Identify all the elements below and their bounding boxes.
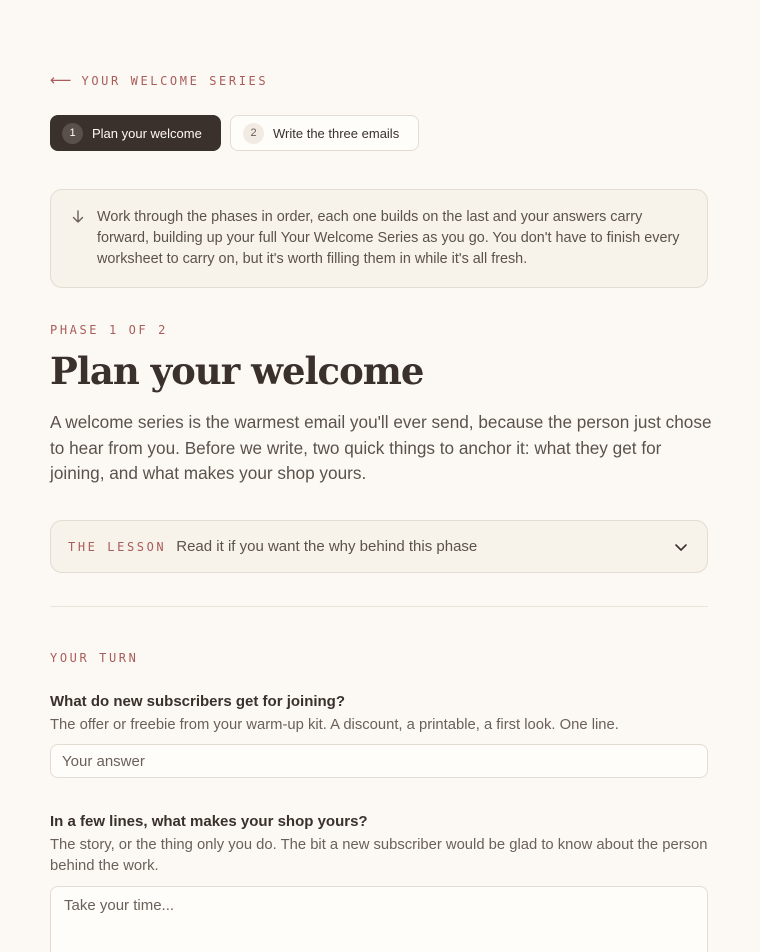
your-turn-heading: YOUR TURN xyxy=(50,651,139,665)
lesson-accordion[interactable] xyxy=(50,520,708,573)
question-1-input[interactable] xyxy=(50,744,708,778)
phase-intro: A welcome series is the warmest email you'll ever send, because the person just chose to hear from you. Before we write, two quick things to anchor it: what they get for joining, and what makes your shop yours. xyxy=(50,412,712,483)
arrow-left-icon: ⟵ xyxy=(50,71,72,89)
question-2-textarea[interactable] xyxy=(50,886,708,952)
back-link-label: YOUR WELCOME SERIES xyxy=(81,73,269,88)
page-title: Plan your welcome xyxy=(50,349,424,393)
notice-text: Work through the phases in order, each one builds on the last and your answers carry forward, building up your full Your Welcome Series as you go. You don't have to finish every worksheet to carry on, but it's worth filling them in while it's all fresh. xyxy=(97,209,680,267)
lesson-description: Read it if you want the why behind this phase xyxy=(176,538,478,555)
step-number-badge: 1 xyxy=(62,123,83,144)
lesson-tag: THE LESSON xyxy=(68,539,167,554)
step-label: Write the three emails xyxy=(273,125,400,141)
chevron-down-icon xyxy=(673,539,689,555)
phase-stepper xyxy=(50,115,419,151)
back-link[interactable] xyxy=(50,73,268,88)
question-1-label: What do new subscribers get for joining? xyxy=(50,693,346,710)
step-number-badge: 2 xyxy=(243,123,264,144)
question-2-help: The story, or the thing only you do. The bit a new subscriber would be glad to know about the person behind the work. xyxy=(50,837,708,874)
arrow-down-icon xyxy=(71,210,85,224)
step-1-tab[interactable] xyxy=(50,115,221,151)
question-2-label: In a few lines, what makes your shop yours? xyxy=(50,813,368,830)
step-2-tab[interactable] xyxy=(230,115,419,151)
section-divider xyxy=(50,606,708,607)
step-label: Plan your welcome xyxy=(92,125,202,141)
instructions-notice xyxy=(50,189,708,288)
phase-counter: PHASE 1 OF 2 xyxy=(50,323,168,337)
question-1-help: The offer or freebie from your warm-up kit. A discount, a printable, a first look. One line. xyxy=(50,717,619,733)
